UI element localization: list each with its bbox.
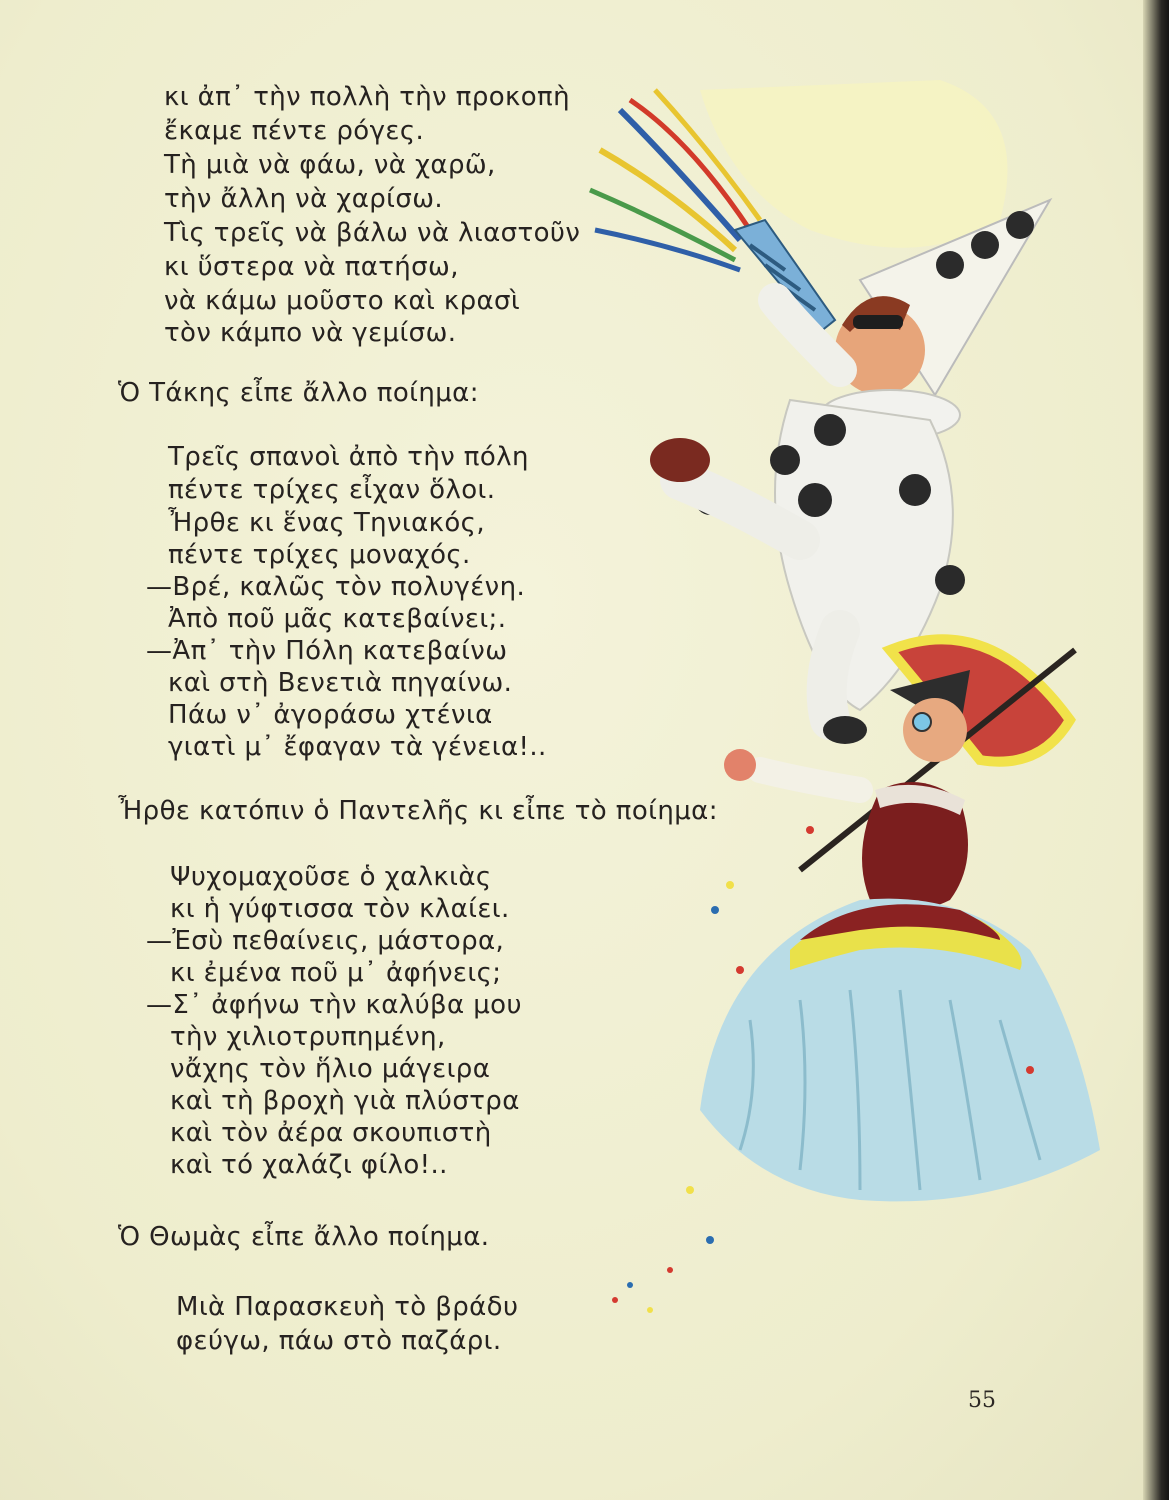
stanza4-line-1: Μιὰ Παρασκευὴ τὸ βράδυ bbox=[176, 1292, 519, 1322]
stanza3-line-6: τὴν χιλιοτρυπημένη, bbox=[170, 1022, 446, 1052]
stanza1-line-3: Τὴ μιὰ νὰ φάω, νὰ χαρῶ, bbox=[164, 150, 496, 180]
intro-pantelis: Ἦρθε κατόπιν ὁ Παντελῆς κι εἶπε τὸ ποίημα: bbox=[118, 796, 718, 826]
stanza3-line-8: καὶ τὴ βροχὴ γιὰ πλύστρα bbox=[170, 1086, 520, 1116]
stanza2-line-1: Τρεῖς σπανοὶ ἀπὸ τὴν πόλη bbox=[168, 442, 529, 472]
stanza2-line-5: —Βρέ, καλῶς τὸν πολυγένη. bbox=[146, 572, 526, 602]
stanza3-line-3: —Ἐσὺ πεθαίνεις, μάστορα, bbox=[146, 926, 505, 956]
stanza1-line-7: νὰ κάμω μοῦστο καὶ κρασὶ bbox=[164, 286, 521, 316]
stanza2-line-6: Ἀπὸ ποῦ μᾶς κατεβαίνει;. bbox=[168, 604, 507, 634]
stanza1-line-4: τὴν ἄλλη νὰ χαρίσω. bbox=[164, 184, 444, 214]
stanza1-line-5: Τὶς τρεῖς νὰ βάλω νὰ λιαστοῦν bbox=[164, 218, 581, 248]
carnival-illustration bbox=[560, 70, 1120, 1330]
stanza2-line-4: πέντε τρίχες μοναχός. bbox=[168, 540, 471, 570]
stanza1-line-2: ἔκαμε πέντε ρόγες. bbox=[164, 116, 425, 146]
pierrot-shoe bbox=[650, 438, 710, 482]
stanza2-line-7: —Ἀπ᾿ τὴν Πόλη κατεβαίνω bbox=[146, 636, 508, 666]
intro-thomas: Ὁ Θωμὰς εἶπε ἄλλο ποίημα. bbox=[118, 1222, 490, 1252]
lady-face bbox=[903, 698, 967, 762]
stanza1-line-6: κι ὕστερα νὰ πατήσω, bbox=[164, 252, 459, 282]
stanza1-line-1: κι ἀπ᾿ τὴν πολλὴ τὴν προκοπὴ bbox=[164, 82, 570, 112]
stanza2-line-9: Πάω ν᾿ ἀγοράσω χτένια bbox=[168, 700, 493, 730]
flower bbox=[724, 749, 756, 781]
stanza3-line-10: καὶ τό χαλάζι φίλο!.. bbox=[170, 1150, 448, 1180]
stanza3-line-2: κι ἡ γύφτισσα τὸν κλαίει. bbox=[170, 894, 510, 924]
stanza2-line-10: γιατὶ μ᾿ ἔφαγαν τὰ γένεια!.. bbox=[168, 732, 547, 762]
stanza3-line-5: —Σ᾿ ἀφήνω τὴν καλύβα μου bbox=[146, 990, 522, 1020]
stanza4-line-2: φεύγω, πάω στὸ παζάρι. bbox=[176, 1326, 502, 1356]
page-number: 55 bbox=[968, 1388, 996, 1413]
stanza1-line-8: τὸν κάμπο νὰ γεμίσω. bbox=[164, 318, 457, 348]
page-edge bbox=[1143, 0, 1169, 1500]
stanza3-line-4: κι ἐμένα ποῦ μ᾿ ἀφήνεις; bbox=[170, 958, 502, 988]
intro-takis: Ὁ Τάκης εἶπε ἄλλο ποίημα: bbox=[118, 378, 479, 408]
stanza2-line-2: πέντε τρίχες εἶχαν ὅλοι. bbox=[168, 475, 496, 505]
stanza3-line-7: νἄχης τὸν ἥλιο μάγειρα bbox=[170, 1054, 491, 1084]
stanza3-line-9: καὶ τὸν ἀέρα σκουπιστὴ bbox=[170, 1118, 492, 1148]
stanza2-line-8: καὶ στὴ Βενετιὰ πηγαίνω. bbox=[168, 668, 513, 698]
stanza2-line-3: Ἦρθε κι ἕνας Τηνιακός, bbox=[168, 508, 486, 538]
stanza3-line-1: Ψυχομαχοῦσε ὁ χαλκιὰς bbox=[170, 862, 492, 892]
